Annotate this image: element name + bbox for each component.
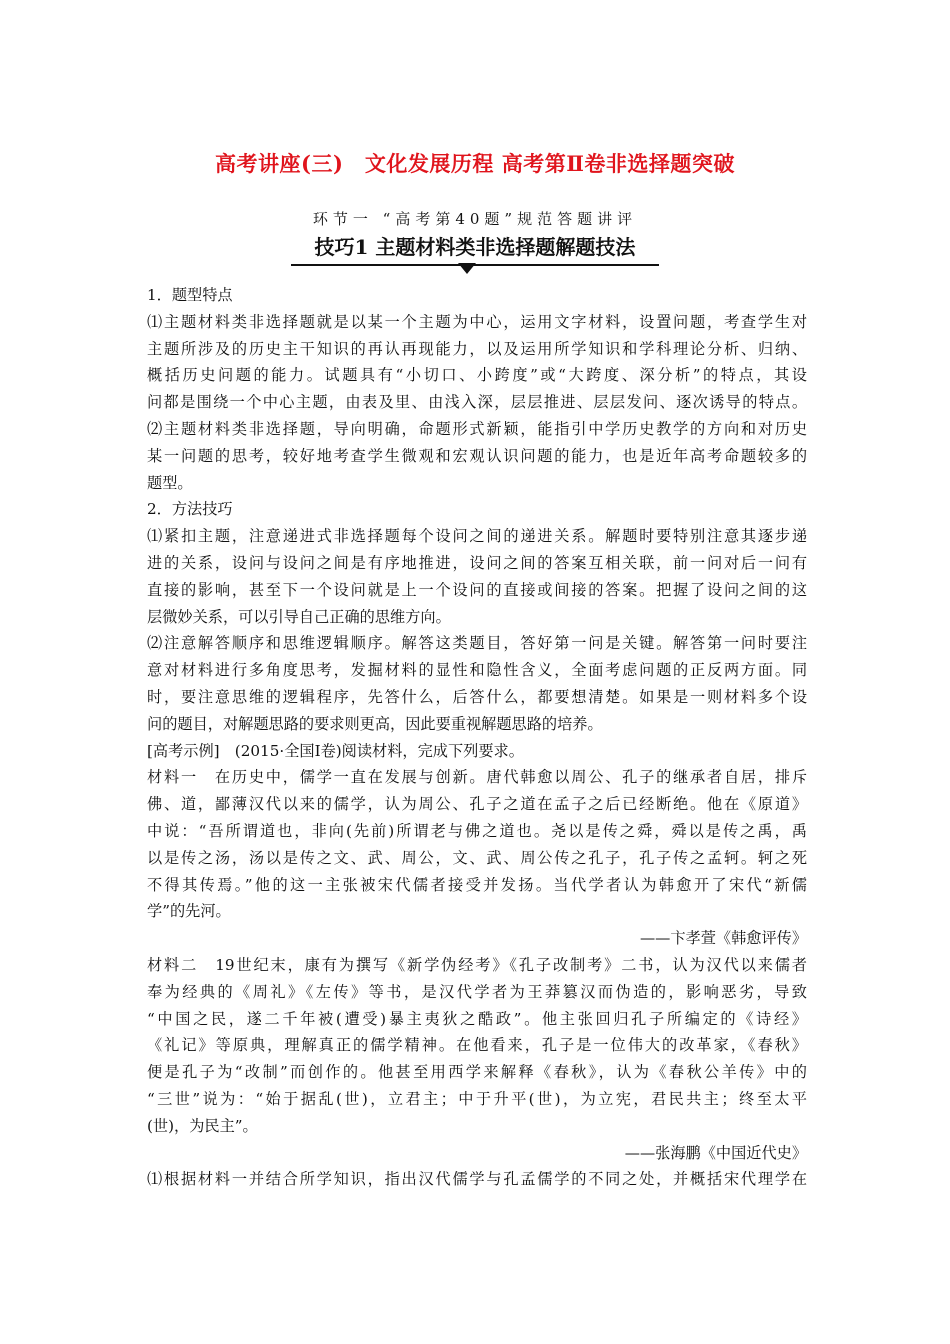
text-line: 概括历史问题的能力。试题具有“小切口、小跨度”或“大跨度、深分析”的特点，其设	[147, 366, 807, 385]
text-line: 主题所涉及的历史主干知识的再认再现能力，以及运用所学知识和学科理论分析、归纳、	[147, 339, 807, 358]
text-line: 2．方法技巧	[147, 500, 233, 519]
text-line: 问的题目，对解题思路的要求则更高，因此要重视解题思路的培养。	[147, 714, 603, 733]
text-line: ⑵主题材料类非选择题，导向明确，命题形式新颖，能指引中学历史教学的方向和对历史	[147, 419, 807, 438]
body-text	[147, 282, 807, 1193]
text-line: “三世”说为：“始于据乱(世)，立君主；中于升平(世)，为立宪，君民共主；终至太平	[147, 1089, 807, 1108]
text-line: 佛、道，鄙薄汉代以来的儒学，认为周公、孔子之道在孟子之后已经断绝。他在《原道》	[147, 795, 807, 814]
text-line: 直接的影响，甚至下一个设问就是上一个设问的直接或间接的答案。把握了设问之间的这	[147, 580, 807, 599]
text-line: 进的关系，设问与设问之间是有序地推进，设问之间的答案互相关联，前一问对后一问有	[147, 553, 807, 572]
text-line: 以是传之汤，汤以是传之文、武、周公，文、武、周公传之孔子，孔子传之孟轲。轲之死	[147, 848, 807, 867]
text-line: 意对材料进行多角度思考，发掘材料的显性和隐性含义，全面考虑问题的正反两方面。同	[147, 661, 807, 680]
skill-heading: 技巧1 主题材料类非选择题解题技法	[314, 235, 636, 259]
text-line: ⑵注意解答顺序和思维逻辑顺序。解答这类题目，答好第一问是关键。解答第一问时要注	[147, 634, 807, 653]
section-heading: 环节一 “高考第40题”规范答题讲评	[312, 210, 638, 228]
text-line: 材料二 19世纪末，康有为撰写《新学伪经考》《孔子改制考》二书，认为汉代以来儒者	[147, 955, 807, 974]
text-line: 1．题型特点	[147, 286, 233, 304]
text-line: (世)，为民主”。	[147, 1116, 258, 1135]
citation: ——张海鹏《中国近代史》	[624, 1143, 807, 1162]
text-line: 中说：“吾所谓道也，非向(先前)所谓老与佛之道也。尧以是传之舜，舜以是传之禹，禹	[147, 821, 807, 840]
text-line: 不得其传焉。”他的这一主张被宋代儒者接受并发扬。当代学者认为韩愈开了宋代“新儒	[147, 875, 807, 894]
down-triangle-icon	[458, 263, 476, 274]
text-line: 奉为经典的《周礼》《左传》等书，是汉代学者为王莽篡汉而伪造的，影响恶劣，导致	[147, 982, 807, 1001]
text-line: 《礼记》等原典，理解真正的儒学精神。在他看来，孔子是一位伟大的改革家，《春秋》	[147, 1036, 807, 1055]
text-line: 某一问题的思考，较好地考查学生微观和宏观认识问题的能力，也是近年高考命题较多的	[147, 446, 807, 465]
text-line: “中国之民，遂二千年被(遭受)暴主夷狄之酷政”。他主张回归孔子所编定的《诗经》	[147, 1009, 807, 1028]
skill-heading-box	[291, 232, 659, 266]
text-line: 便是孔子为“改制”而创作的。他甚至用西学来解释《春秋》，认为《春秋公羊传》中的	[147, 1063, 807, 1082]
citation: ——卞孝萱《韩愈评传》	[639, 929, 807, 948]
text-line: 层微妙关系，可以引导自己正确的思维方向。	[147, 607, 451, 626]
text-line: ⑴主题材料类非选择题就是以某一个主题为中心，运用文字材料，设置问题，考查学生对	[147, 312, 807, 331]
text-line: 学”的先河。	[147, 902, 231, 921]
text-line: ⑴根据材料一并结合所学知识，指出汉代儒学与孔孟儒学的不同之处，并概括宋代理学在	[147, 1170, 807, 1189]
text-line: ⑴紧扣主题，注意递进式非选择题每个设问之间的递进关系。解题时要特别注意其逐步递	[147, 527, 807, 546]
text-line: 题型。	[147, 473, 193, 492]
text-line: 材料一 在历史中，儒学一直在发展与创新。唐代韩愈以周公、孔子的继承者自居，排斥	[147, 768, 807, 787]
text-line: 时，要注意思维的逻辑程序，先答什么，后答什么，都要想清楚。如果是一则材料多个设	[147, 687, 807, 706]
lecture-title: 高考讲座(三) 文化发展历程 高考第Ⅱ卷非选择题突破	[215, 151, 735, 176]
text-line: 问都是围绕一个中心主题，由表及里、由浅入深，层层推进、层层发问、逐次诱导的特点。	[147, 393, 807, 412]
text-line: [高考示例] (2015·全国Ⅰ卷)阅读材料，完成下列要求。	[147, 741, 524, 760]
